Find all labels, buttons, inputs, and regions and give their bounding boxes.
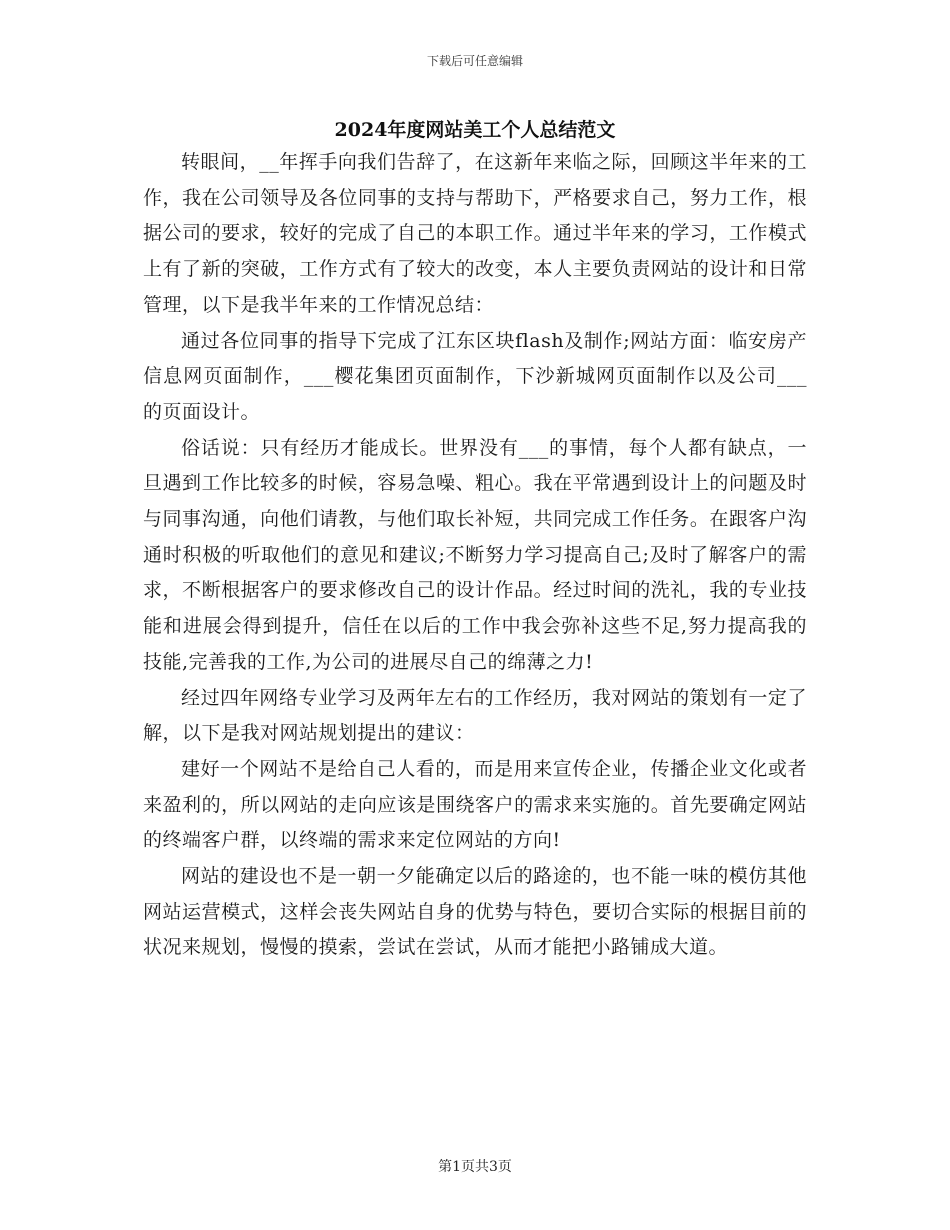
paragraph-intro: 转眼间，__年挥手向我们告辞了，在这新年来临之际，回顾这半年来的工作，我在公司领导及各位同事的支持与帮助下，严格要求自己，努力工作，根据公司的要求，较好的完成了自己的本职工作。通过半年来的学习，工作模式上有了新的突破，工作方式有了较大的改变，本人主要负责网站的设计和日常管理，以下是我半年来的工作情况总结： <box>143 151 807 316</box>
document-body <box>143 145 807 966</box>
page-number: 第1页共3页 <box>438 1159 512 1175</box>
paragraph-suggestion-planning: 网站的建设也不是一朝一夕能确定以后的路途的，也不能一味的模仿其他网站运营模式，这样会丧失网站自身的优势与特色，要切合实际的根据目前的状况来规划，慢慢的摸索，尝试在尝试，从而才能把小路铺成大道。 <box>143 865 807 959</box>
paragraph-projects: 通过各位同事的指导下完成了江东区块flash及制作;网站方面：临安房产信息网页面制作，___樱花集团页面制作，下沙新城网页面制作以及公司___的页面设计。 <box>143 329 807 423</box>
paragraph-suggestions-intro: 经过四年网络专业学习及两年左右的工作经历，我对网站的策划有一定了解，以下是我对网站规划提出的建议： <box>143 686 807 745</box>
paragraph-suggestion-audience: 建好一个网站不是给自己人看的，而是用来宣传企业，传播企业文化或者来盈利的，所以网站的走向应该是围绕客户的需求来实施的。首先要确定网站的终端客户群，以终端的需求来定位网站的方向! <box>143 757 807 852</box>
paragraph-growth: 俗话说：只有经历才能成长。世界没有___的事情，每个人都有缺点，一旦遇到工作比较多的时候，容易急噪、粗心。我在平常遇到设计上的问题及时与同事沟通，向他们请教，与他们取长补短，共同完成工作任务。在跟客户沟通时积极的听取他们的意见和建议;不断努力学习提高自己;及时了解客户的需求，不断根据客户的要求修改自己的设计作品。经过时间的洗礼，我的专业技能和进展会得到提升，信任在以后的工作中我会弥补这些不足,努力提高我的技能,完善我的工作,为公司的进展尽自己的绵薄之力! <box>143 436 807 673</box>
document-title: 2024年度网站美工个人总结范文 <box>334 119 616 141</box>
page-header-note: 下载后可任意编辑 <box>426 54 523 68</box>
